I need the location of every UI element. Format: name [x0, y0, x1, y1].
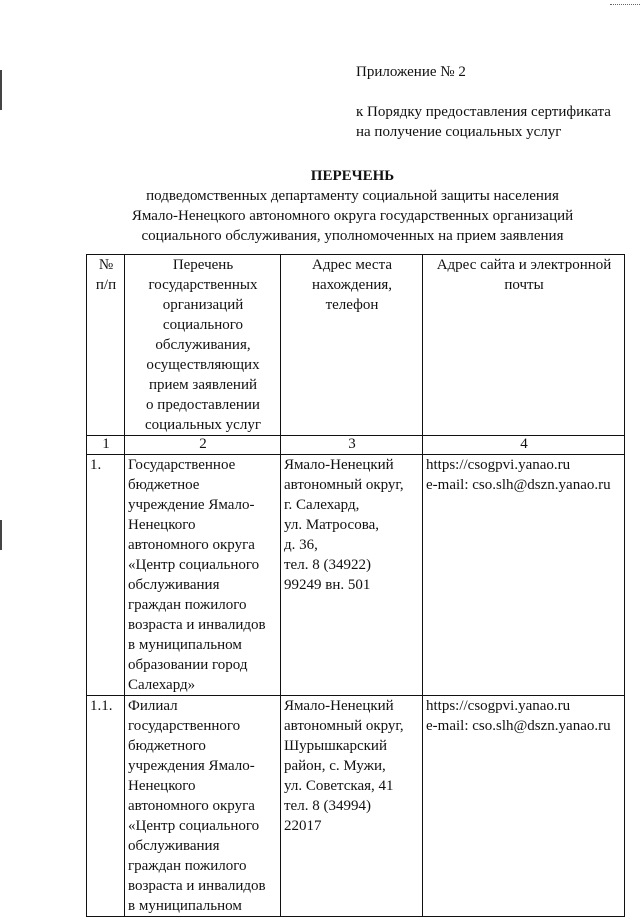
- appendix-ref-line-1: к Порядку предоставления сертификата: [356, 104, 611, 120]
- table-row: [87, 696, 625, 917]
- text-line: граждан пожилого: [128, 858, 247, 874]
- organization-name: [125, 455, 281, 696]
- text-line: 22017: [284, 818, 322, 834]
- text-line: автономный округ,: [284, 477, 404, 493]
- text-line: телефон: [325, 297, 379, 313]
- text-line: о предоставлении: [146, 397, 260, 413]
- column-number: 1: [87, 436, 125, 455]
- text-line: бюджетное: [128, 477, 200, 493]
- appendix-ref-line-2: на получение социальных услуг: [356, 124, 562, 140]
- organization-address: [281, 696, 423, 917]
- text-line: почты: [504, 277, 544, 293]
- title-line-2: Ямало-Ненецкого автономного округа государственных организаций: [131, 208, 574, 224]
- scan-edge-mark-top: [0, 70, 2, 110]
- text-line: учреждение Ямало-: [128, 497, 255, 513]
- text-line: Адрес места: [312, 257, 392, 273]
- table-row: [87, 455, 625, 696]
- text-line: Ненецкого: [128, 778, 196, 794]
- header-number: [87, 255, 125, 436]
- text-line: Салехард»: [128, 677, 196, 693]
- organization-contacts: [423, 696, 625, 917]
- header-organizations: [125, 255, 281, 436]
- organization-name: [125, 696, 281, 917]
- text-line: тел. 8 (34922): [284, 557, 371, 573]
- text-line: тел. 8 (34994): [284, 798, 371, 814]
- title-line-3: социального обслуживания, уполномоченных на прием заявления: [141, 228, 564, 244]
- text-line: Ямало-Ненецкий: [284, 698, 394, 714]
- text-line: возраста и инвалидов: [128, 878, 266, 894]
- text-line: автономного округа: [128, 798, 255, 814]
- header-address: [281, 255, 423, 436]
- text-line: учреждения Ямало-: [128, 758, 255, 774]
- text-line: автономный округ,: [284, 718, 404, 734]
- text-line: в муниципальном: [128, 898, 242, 914]
- text-line: автономного округа: [128, 537, 255, 553]
- row-number: 1.: [87, 455, 125, 696]
- text-line: обслуживания: [128, 577, 220, 593]
- column-number: 4: [423, 436, 625, 455]
- text-line: социального: [162, 317, 244, 333]
- text-line: «Центр социального: [128, 818, 260, 834]
- scan-edge-mark-bottom: [0, 520, 2, 550]
- column-number-row: [87, 436, 625, 455]
- text-line: граждан пожилого: [128, 597, 247, 613]
- text-line: ул. Матросова,: [284, 517, 379, 533]
- text-line: Адрес сайта и электронной: [436, 257, 612, 273]
- text-line: район, с. Мужи,: [284, 758, 386, 774]
- document-title: [0, 166, 640, 246]
- text-line: государственных: [148, 277, 258, 293]
- text-line: ул. Советская, 41: [284, 778, 394, 794]
- text-line: Филиал: [128, 698, 178, 714]
- text-line: https://csogpvi.yanao.ru: [426, 457, 571, 473]
- text-line: обслуживания,: [155, 337, 251, 353]
- column-number: 3: [281, 436, 423, 455]
- text-line: г. Салехард,: [284, 497, 360, 513]
- text-line: нахождения,: [311, 277, 393, 293]
- text-line: e-mail: cso.slh@dszn.yanao.ru: [426, 477, 611, 493]
- appendix-number: Приложение № 2: [356, 64, 466, 80]
- text-line: 99249 вн. 501: [284, 577, 371, 593]
- text-line: организаций: [162, 297, 244, 313]
- text-line: Шурышкарский: [284, 738, 387, 754]
- title-line-1: подведомственных департаменту социальной защиты населения: [146, 188, 559, 204]
- scan-corner-mark: [610, 0, 640, 5]
- text-line: социальных услуг: [145, 417, 261, 433]
- text-line: возраста и инвалидов: [128, 617, 266, 633]
- text-line: №: [98, 257, 114, 273]
- organizations-table: [86, 254, 625, 917]
- organization-contacts: [423, 455, 625, 696]
- text-line: п/п: [95, 277, 117, 293]
- appendix-note: [356, 62, 611, 142]
- text-line: бюджетного: [128, 738, 206, 754]
- row-number: 1.1.: [87, 696, 125, 917]
- text-line: образовании город: [128, 657, 248, 673]
- text-line: прием заявлений: [148, 377, 258, 393]
- title-heading: ПЕРЕЧЕНЬ: [310, 168, 395, 184]
- table-header-row: [87, 255, 625, 436]
- text-line: «Центр социального: [128, 557, 260, 573]
- text-line: государственного: [128, 718, 241, 734]
- text-line: осуществляющих: [146, 357, 260, 373]
- column-number: 2: [125, 436, 281, 455]
- text-line: Перечень: [172, 257, 234, 273]
- text-line: https://csogpvi.yanao.ru: [426, 698, 571, 714]
- header-website-email: [423, 255, 625, 436]
- organization-address: [281, 455, 423, 696]
- text-line: e-mail: cso.slh@dszn.yanao.ru: [426, 718, 611, 734]
- text-line: Ненецкого: [128, 517, 196, 533]
- text-line: д. 36,: [284, 537, 318, 553]
- text-line: Ямало-Ненецкий: [284, 457, 394, 473]
- text-line: в муниципальном: [128, 637, 242, 653]
- text-line: Государственное: [128, 457, 236, 473]
- text-line: обслуживания: [128, 838, 220, 854]
